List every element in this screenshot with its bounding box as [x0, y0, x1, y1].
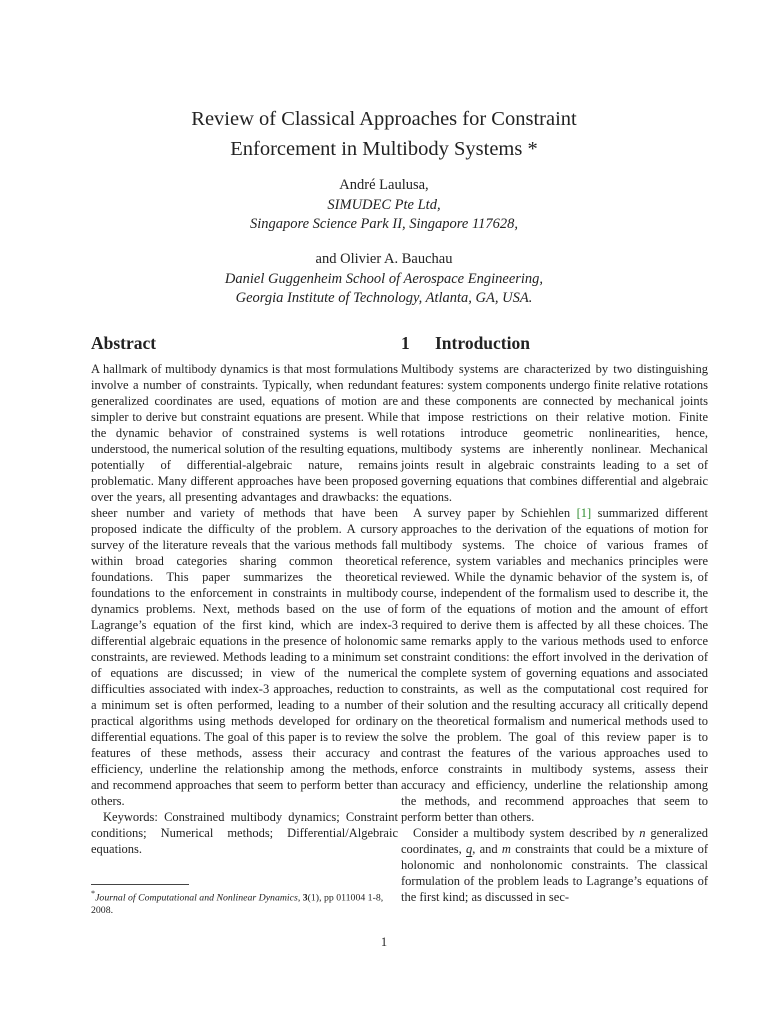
author-1-affiliation-1: SIMUDEC Pte Ltd,: [327, 196, 441, 213]
p3-text-d: constraints that could be a mixture of holonomic and nonholonomic constraints. The classical formulation of the problem leads to Lagrange’s equations of the first kind; as discussed in sec-: [401, 842, 708, 904]
footnote: [91, 887, 398, 917]
introduction-heading: [401, 332, 530, 354]
title-footnote-mark: *: [522, 138, 538, 160]
title-line-2-text: Enforcement in Multibody Systems: [230, 138, 523, 160]
author-2-affiliation-2: Georgia Institute of Technology, Atlanta, GA, USA.: [235, 290, 533, 306]
footnote-volume: 3: [302, 892, 308, 904]
author-1-affiliation-2: Singapore Science Park II, Singapore 117628,: [249, 216, 519, 232]
page-number: 1: [380, 935, 388, 949]
symbol-q: q: [466, 842, 473, 856]
section-number: 1: [401, 333, 410, 353]
p2-text-after: summarized different approaches to the derivation of the equations of motion for multibody systems. The choice of various frames of reference, system variables and mechanics principles were reviewed. While the dynamic behavior of the system is, of course, independent of the formalism used to describe it, the form of the equations of motion and the amount of effort required to derive them is affected by all these choices. The same remarks apply to the various methods used to enforce constraint conditions: the effort involved in the derivation of the complete system of governing equations and associated constraints, as well as the computational cost required for their solution and the resulting accuracy all critically depend on the theoretical formalism and numerical methods used to solve the problem. The goal of this review paper is to contrast the features of the various approaches used to enforce constraints in multibody systems, assess their accuracy and efficiency, underline the relationship among the methods, and recommend approaches that seem to perform better than others.: [401, 506, 708, 824]
keywords: Keywords: Constrained multibody dynamics; Constraint conditions; Numerical methods; Differential/Algebraic equations.: [91, 810, 398, 856]
intro-paragraph-3: [401, 825, 708, 905]
paper-title: [0, 104, 768, 164]
author-block-2: [0, 250, 768, 309]
footnote-rule: [91, 884, 189, 885]
author-1-name: André Laulusa,: [339, 177, 429, 193]
intro-paragraph-2: [401, 505, 708, 825]
p3-text-a: Consider a multibody system described by: [413, 826, 640, 840]
p3-text-b: generalized coordinates,: [401, 826, 708, 856]
title-line-2: [0, 134, 768, 164]
author-2-affiliation-1: Daniel Guggenheim School of Aerospace Engineering,: [224, 270, 544, 287]
introduction-column: [401, 361, 708, 905]
symbol-m: m: [501, 842, 511, 856]
title-line-1: Review of Classical Approaches for Constraint: [191, 108, 577, 130]
abstract-body: A hallmark of multibody dynamics is that most formulations involve a number of constraints. Typically, when redundant generalized coordinates are used, equations of motion are simpler to derive but constraint equations are present. While the dynamic behavior of constrained systems is well understood, the numerical solution of the resulting equations, potentially of differential-algebraic nature, remains problematic. Many different approaches have been proposed over the years, all presenting advantages and drawbacks: the sheer number and variety of methods that have been proposed indicate the difficulty of the problem. A cursory survey of the literature reveals that the various methods fall within broad categories sharing common theoretical foundations. This paper summarizes the theoretical foundations to the enforcement in constraints in multibody dynamics problems. Next, methods based on the use of Lagrange’s equation of the first kind, which are index-3 differential algebraic equations in the presence of holonomic constraints, are reviewed. Methods leading to a minimum set of equations are discussed; in view of the numerical difficulties associated with index-3 approaches, reduction to a minimum set is often performed, leading to a number of practical algorithms using methods developed for ordinary differential equations. The goal of this paper is to review the features of these methods, assess their accuracy and efficiency, underline the relationship among the methods, and recommend approaches that seem to perform better than others.: [91, 362, 398, 808]
intro-paragraph-1: Multibody systems are characterized by two distinguishing features: system components undergo finite relative rotations and these components are connected by mechanical joints that impose restrictions on their relative motion. Finite rotations introduce geometric nonlinearities, hence, multibody systems are inherently nonlinear. Mechanical joints result in algebraic constraints leading to a set of governing equations that combines differential and algebraic equations.: [401, 362, 708, 504]
section-title: Introduction: [435, 333, 530, 353]
footnote-rest: (1), pp 011004 1-8, 2008.: [91, 892, 384, 917]
p2-text-before: A survey paper by Schiehlen: [413, 506, 577, 520]
author-block-1: [0, 176, 768, 235]
citation-link[interactable]: [1]: [576, 506, 592, 520]
symbol-n: n: [639, 826, 646, 840]
abstract-heading: Abstract: [91, 333, 157, 353]
p3-text-c: , and: [472, 842, 502, 856]
footnote-sep: ,: [297, 892, 303, 904]
footnote-mark: *: [91, 889, 96, 898]
author-2-name: and Olivier A. Bauchau: [315, 251, 453, 267]
abstract-column: [91, 361, 398, 857]
footnote-journal: Journal of Computational and Nonlinear Dynamics: [95, 892, 298, 904]
